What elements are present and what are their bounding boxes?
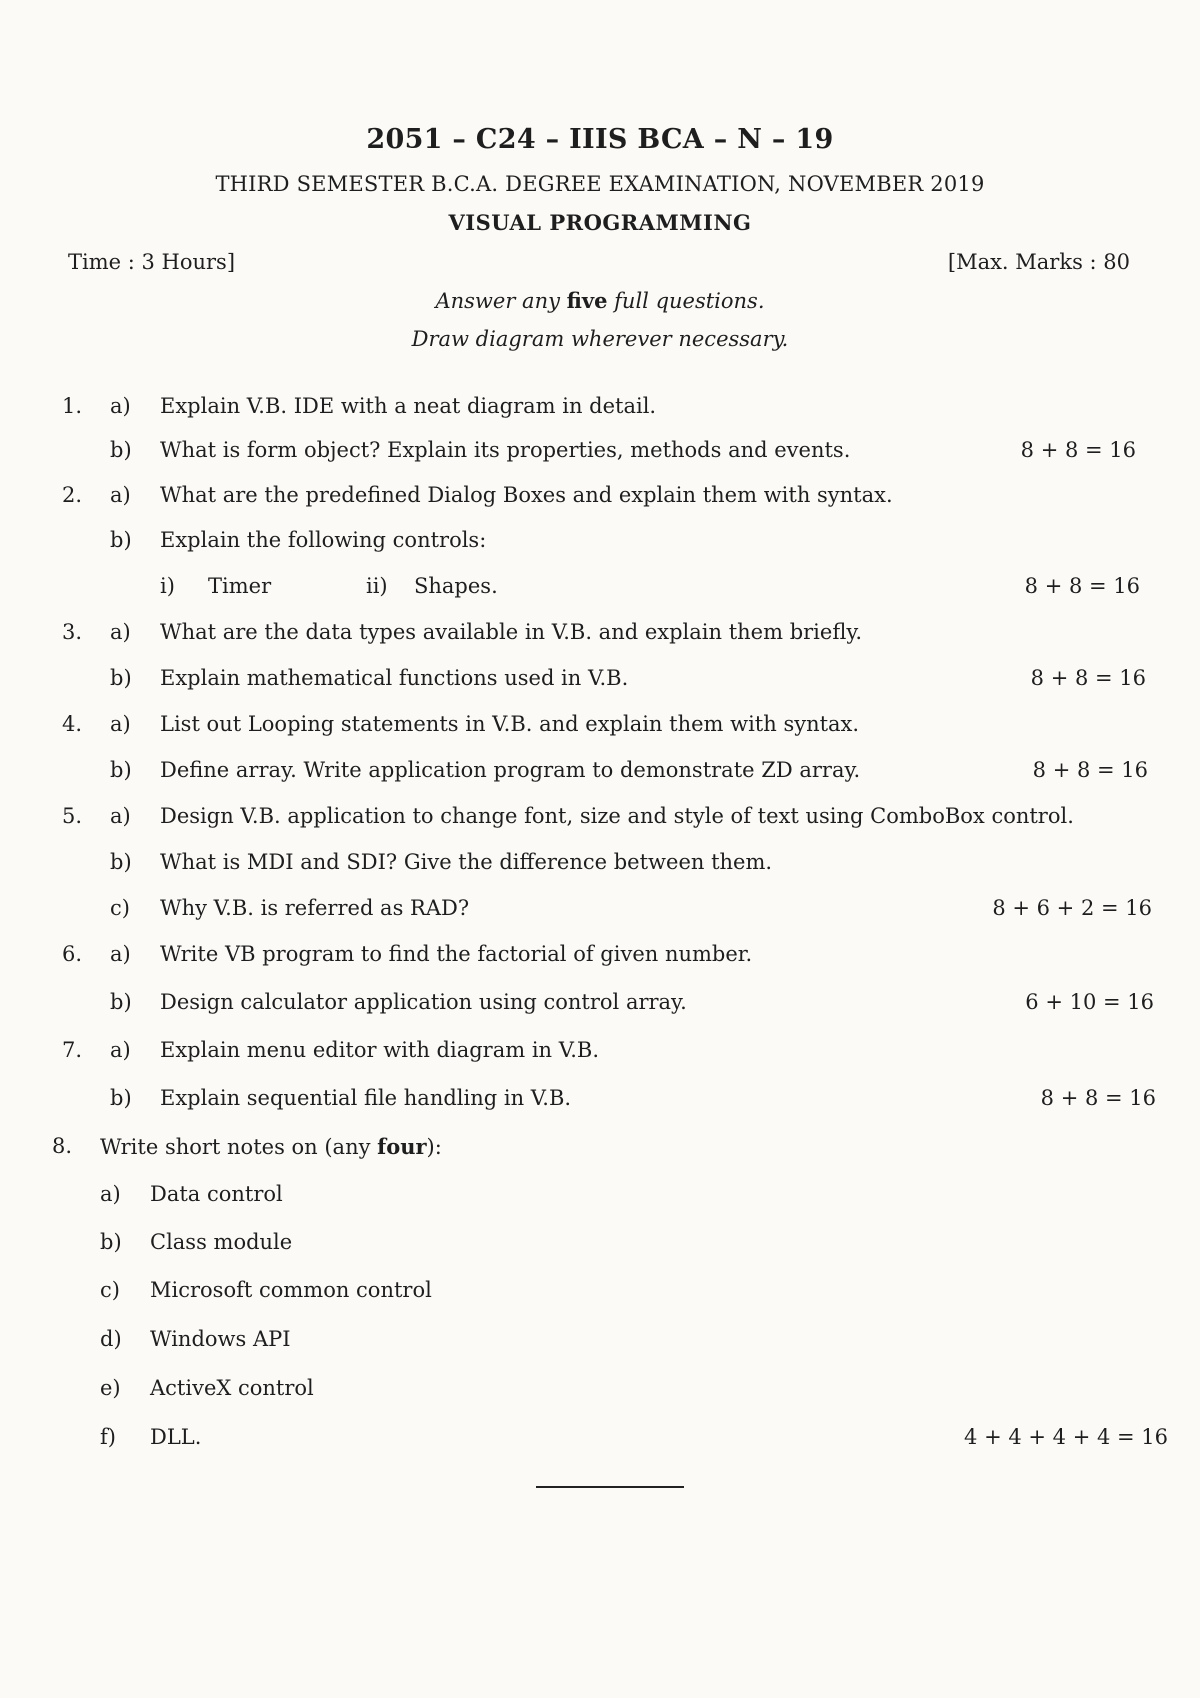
question-number: 3. <box>62 620 83 644</box>
question-text: Design calculator application using control array. <box>160 990 687 1014</box>
part-label: b) <box>110 528 132 552</box>
short-note-item <box>0 1425 1200 1455</box>
item-label: b) <box>100 1230 122 1254</box>
part-label: a) <box>110 620 131 644</box>
part-label: a) <box>110 483 131 507</box>
question-text: What are the predefined Dialog Boxes and explain them with syntax. <box>160 483 893 507</box>
question-text: Design V.B. application to change font, size and style of text using ComboBox control. <box>160 804 1074 828</box>
question-row <box>0 394 1200 424</box>
question-text: Define array. Write application program to demonstrate ZD array. <box>160 758 861 782</box>
part-label: a) <box>110 712 131 736</box>
part-label: b) <box>110 1086 132 1110</box>
question-row <box>0 1038 1200 1068</box>
question-row <box>0 1086 1200 1116</box>
question-row <box>0 528 1200 558</box>
exam-title: THIRD SEMESTER B.C.A. DEGREE EXAMINATION, NOVEMBER 2019 <box>215 172 985 196</box>
question-text: Write short notes on (any four): <box>100 1134 442 1159</box>
question-number: 5. <box>62 804 83 828</box>
question-row <box>0 990 1200 1020</box>
marks-allocation: 8 + 8 = 16 <box>1032 758 1148 782</box>
short-note-item <box>0 1278 1200 1308</box>
item-text: Microsoft common control <box>150 1278 432 1302</box>
question-row <box>0 942 1200 972</box>
part-label: b) <box>110 758 132 782</box>
question-number: 8. <box>52 1134 73 1158</box>
short-note-item <box>0 1327 1200 1357</box>
part-label: b) <box>110 990 132 1014</box>
part-label: c) <box>110 896 130 920</box>
subject-title: VISUAL PROGRAMMING <box>448 210 752 235</box>
question-row <box>0 1134 1200 1164</box>
question-text: Why V.B. is referred as RAD? <box>160 896 470 920</box>
question-row <box>0 574 1200 604</box>
question-number: 2. <box>62 483 83 507</box>
marks-allocation: 8 + 8 = 16 <box>1024 574 1140 598</box>
short-note-item <box>0 1230 1200 1260</box>
marks-allocation: 8 + 6 + 2 = 16 <box>992 896 1152 920</box>
question-number: 4. <box>62 712 83 736</box>
question-text: What is form object? Explain its properties, methods and events. <box>160 438 851 462</box>
question-row <box>0 620 1200 650</box>
question-text: Write VB program to find the factorial of given number. <box>160 942 753 966</box>
question-row <box>0 666 1200 696</box>
item-text: Windows API <box>150 1327 291 1351</box>
subitem-label: ii) <box>366 574 388 598</box>
question-row <box>0 758 1200 788</box>
question-text: Explain V.B. IDE with a neat diagram in detail. <box>160 394 657 418</box>
question-text: Explain sequential file handling in V.B. <box>160 1086 572 1110</box>
instruction-diagram: Draw diagram wherever necessary. <box>411 327 789 351</box>
question-row <box>0 850 1200 880</box>
question-text: List out Looping statements in V.B. and explain them with syntax. <box>160 712 860 736</box>
item-text: ActiveX control <box>150 1376 314 1400</box>
part-label: a) <box>110 1038 131 1062</box>
question-row <box>0 804 1200 834</box>
question-row <box>0 483 1200 513</box>
marks-allocation: 4 + 4 + 4 + 4 = 16 <box>964 1425 1168 1449</box>
part-label: b) <box>110 438 132 462</box>
item-text: DLL. <box>150 1425 202 1449</box>
marks-allocation: 6 + 10 = 16 <box>1025 990 1154 1014</box>
item-label: e) <box>100 1376 121 1400</box>
paper-code: 2051 – C24 – IIIS BCA – N – 19 <box>366 124 834 155</box>
marks-allocation: 8 + 8 = 16 <box>1030 666 1146 690</box>
max-marks: [Max. Marks : 80 <box>947 250 1130 274</box>
item-label: a) <box>100 1182 121 1206</box>
subitem-text: Timer <box>208 574 272 598</box>
part-label: b) <box>110 666 132 690</box>
question-row <box>0 438 1200 468</box>
question-text: What is MDI and SDI? Give the difference between them. <box>160 850 773 874</box>
subitem-text: Shapes. <box>414 574 498 598</box>
question-row <box>0 896 1200 926</box>
question-number: 6. <box>62 942 83 966</box>
part-label: a) <box>110 804 131 828</box>
time-duration: Time : 3 Hours] <box>68 250 236 274</box>
instruction-answer: Answer any five full questions. <box>435 288 765 313</box>
end-divider <box>536 1486 684 1488</box>
question-number: 7. <box>62 1038 83 1062</box>
short-note-item <box>0 1182 1200 1212</box>
part-label: b) <box>110 850 132 874</box>
question-text: Explain menu editor with diagram in V.B. <box>160 1038 600 1062</box>
item-text: Data control <box>150 1182 283 1206</box>
item-label: c) <box>100 1278 120 1302</box>
question-text: What are the data types available in V.B. and explain them briefly. <box>160 620 863 644</box>
question-number: 1. <box>62 394 83 418</box>
question-row <box>0 712 1200 742</box>
question-text: Explain the following controls: <box>160 528 487 552</box>
item-text: Class module <box>150 1230 293 1254</box>
item-label: d) <box>100 1327 122 1351</box>
part-label: a) <box>110 394 131 418</box>
short-note-item <box>0 1376 1200 1406</box>
part-label: a) <box>110 942 131 966</box>
subitem-label: i) <box>160 574 175 598</box>
question-text: Explain mathematical functions used in V.B. <box>160 666 629 690</box>
marks-allocation: 8 + 8 = 16 <box>1040 1086 1156 1110</box>
marks-allocation: 8 + 8 = 16 <box>1020 438 1136 462</box>
item-label: f) <box>100 1425 116 1449</box>
